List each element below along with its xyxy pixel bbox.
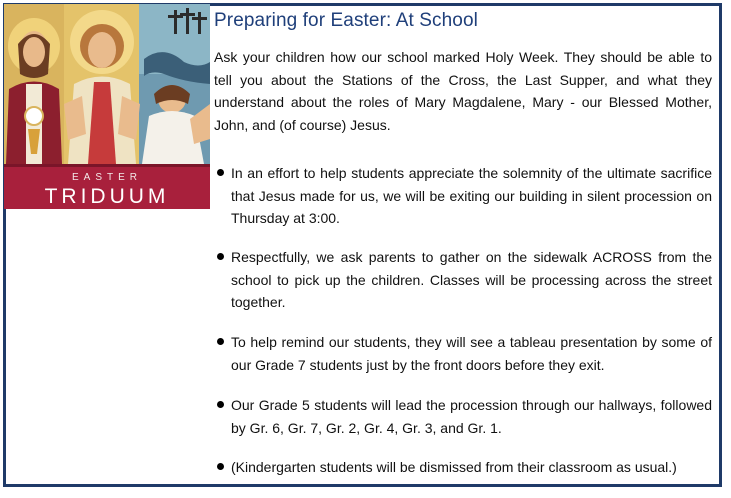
image-caption-easter: EASTER xyxy=(71,172,143,183)
list-item-text: In an effort to help students appreciate the solemnity of the ultimate sacrifice that Jesus made for us, we will be exiting our building in silent procession on Thursday at 3:00. xyxy=(231,165,712,226)
bullet-icon xyxy=(217,169,224,176)
list-item-text: To help remind our students, they will see a tableau presentation by some of our Grade 7 students just by the front doors before they exit. xyxy=(231,334,712,373)
bullet-icon xyxy=(217,463,224,470)
bullet-icon xyxy=(217,253,224,260)
list-item-text: Our Grade 5 students will lead the procession through our hallways, followed by Gr. 6, Gr. 7, Gr. 2, Gr. 4, Gr. 3, and Gr. 1. xyxy=(231,397,712,436)
intro-paragraph: Ask your children how our school marked Holy Week. They should be able to tell you about the Stations of the Cross, the Last Supper, and what they understand about the roles of Mary Magdalene, Mary - our Blessed Mother, John, and (of course) Jesus. xyxy=(214,49,712,133)
bullet-icon xyxy=(217,338,224,345)
list-item xyxy=(214,246,712,314)
list-item xyxy=(214,331,712,376)
list-item-text: Respectfully, we ask parents to gather on the sidewalk ACROSS from the school to pick up the children. Classes will be processing across the street together. xyxy=(231,249,712,310)
bullet-icon xyxy=(217,401,224,408)
list-item xyxy=(214,394,712,439)
list-item xyxy=(214,456,712,479)
page-title: Preparing for Easter: At School xyxy=(214,10,478,31)
list-item xyxy=(214,162,712,230)
easter-triduum-image xyxy=(4,4,210,209)
image-caption-triduum: TRIDUUM xyxy=(44,185,170,208)
list-item-text: (Kindergarten students will be dismissed from their classroom as usual.) xyxy=(231,459,677,475)
